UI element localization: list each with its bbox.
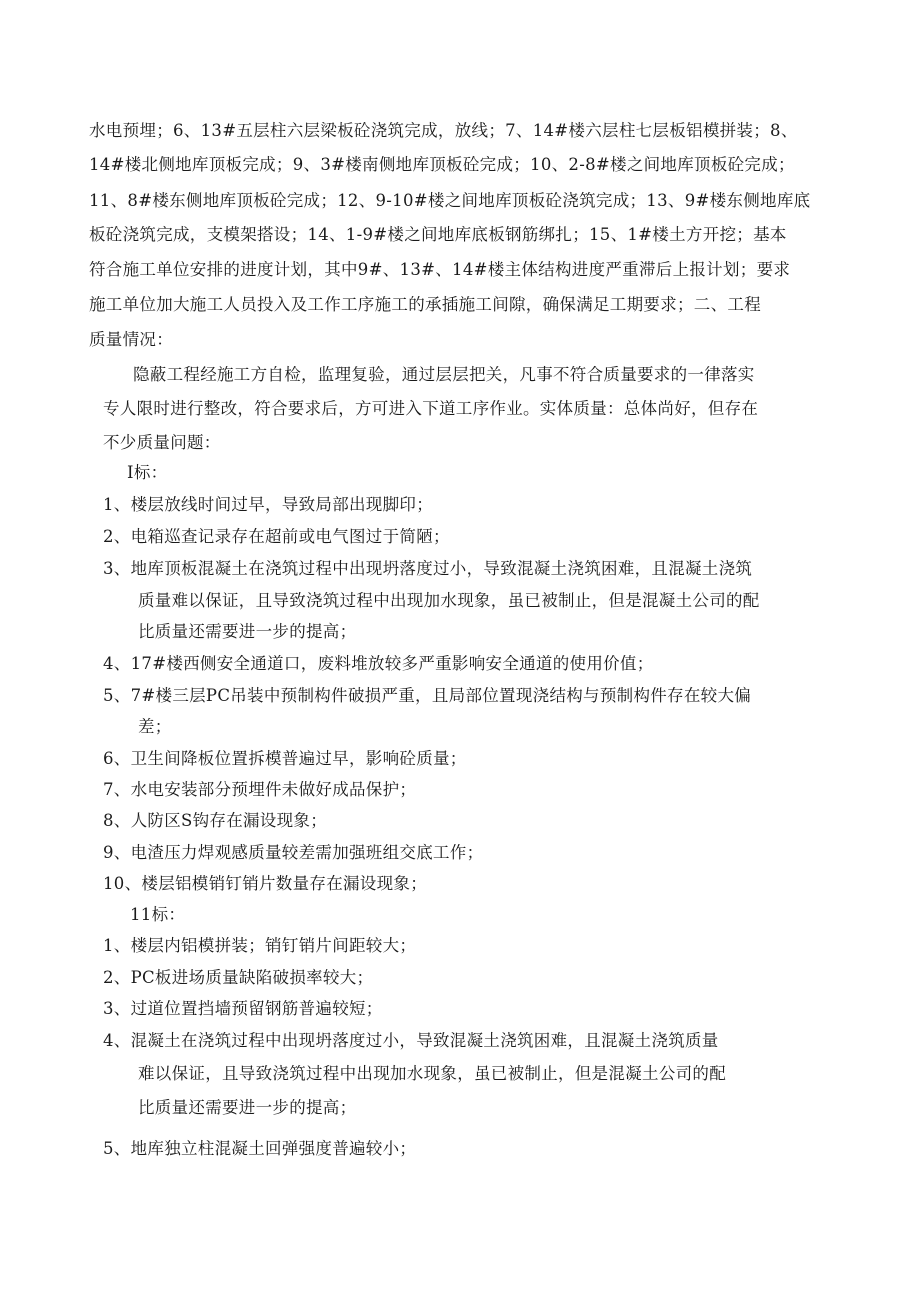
quality-line-1: 隐蔽工程经施工方自检，监理复验，通过层层把关，凡事不符合质量要求的一律落实 [133, 365, 755, 384]
section-2-item-2: 2、PC板进场质量缺陷破损率较大； [103, 968, 374, 987]
section-1-heading: I标： [127, 463, 168, 482]
section-2-item-4-line-1: 4、混凝土在浇筑过程中出现坍落度过小，导致混凝土浇筑困难，且混凝土浇筑质量 [103, 1031, 719, 1050]
section-1-item-5-line-1: 5、7#楼三层PC吊装中预制构件破损严重，且局部位置现浇结构与预制构件存在较大偏 [103, 686, 752, 705]
section-1-item-10: 10、楼层铝模销钉销片数量存在漏设现象； [103, 874, 427, 893]
section-2-item-4-line-3: 比质量还需要进一步的提高； [138, 1098, 357, 1117]
section-2-item-3: 3、过道位置挡墙预留钢筋普遍较短； [103, 999, 383, 1018]
section-1-item-6: 6、卫生间降板位置拆模普遍过早，影响砼质量； [103, 749, 467, 768]
section-1-item-8: 8、人防区S钩存在漏设现象； [103, 811, 328, 830]
section-1-item-4: 4、17#楼西侧安全通道口，废料堆放较多严重影响安全通道的使用价值； [103, 654, 654, 673]
section-1-item-2: 2、电箱巡查记录存在超前或电气图过于简陋； [103, 527, 450, 546]
section-2-item-5: 5、地库独立柱混凝土回弹强度普遍较小； [103, 1139, 417, 1158]
progress-line-2: 14#楼北侧地库顶板完成；9、3#楼南侧地库顶板砼完成；10、2-8#楼之间地库顶板砼完成； [89, 155, 795, 174]
section-1-item-5-line-2: 差； [138, 717, 172, 736]
quality-line-3: 不少质量问题： [103, 433, 221, 452]
section-1-item-7: 7、水电安装部分预埋件未做好成品保护； [103, 780, 417, 799]
section-1-item-1: 1、楼层放线时间过早，导致局部出现脚印； [103, 495, 433, 514]
progress-line-6: 施工单位加大施工人员投入及工作工序施工的承插施工间隙，确保满足工期要求；二、工程 [89, 295, 761, 314]
progress-line-7: 质量情况： [89, 330, 173, 349]
section-2-item-4-line-2: 难以保证，且导致浇筑过程中出现加水现象，虽已被制止，但是混凝土公司的配 [138, 1064, 726, 1083]
section-2-item-1: 1、楼层内铝模拼装；销钉销片间距较大； [103, 936, 417, 955]
section-1-item-3-line-3: 比质量还需要进一步的提高； [138, 622, 357, 641]
progress-line-3: 11、8#楼东侧地库顶板砼完成；12、9-10#楼之间地库顶板砼浇筑完成；13、9#楼东侧地库底 [89, 191, 811, 210]
section-1-item-9: 9、电渣压力焊观感质量较差需加强班组交底工作； [103, 843, 484, 862]
section-1-item-3-line-2: 质量难以保证，且导致浇筑过程中出现加水现象，虽已被制止，但是混凝土公司的配 [138, 591, 760, 610]
quality-line-2: 专人限时进行整改，符合要求后，方可进入下道工序作业。实体质量：总体尚好，但存在 [103, 399, 759, 418]
progress-line-1: 水电预埋；6、13#五层柱六层梁板砼浇筑完成，放线；7、14#楼六层柱七层板铝模拼装；8、 [89, 121, 798, 140]
section-2-heading: 11标： [130, 905, 186, 924]
progress-line-5: 符合施工单位安排的进度计划，其中9#、13#、14#楼主体结构进度严重滞后上报计划；要求 [89, 260, 791, 279]
progress-line-4: 板砼浇筑完成，支模架搭设；14、1-9#楼之间地库底板钢筋绑扎；15、1#楼土方开挖；基本 [89, 225, 787, 244]
section-1-item-3-line-1: 3、地库顶板混凝土在浇筑过程中出现坍落度过小，导致混凝土浇筑困难，且混凝土浇筑 [103, 559, 753, 578]
